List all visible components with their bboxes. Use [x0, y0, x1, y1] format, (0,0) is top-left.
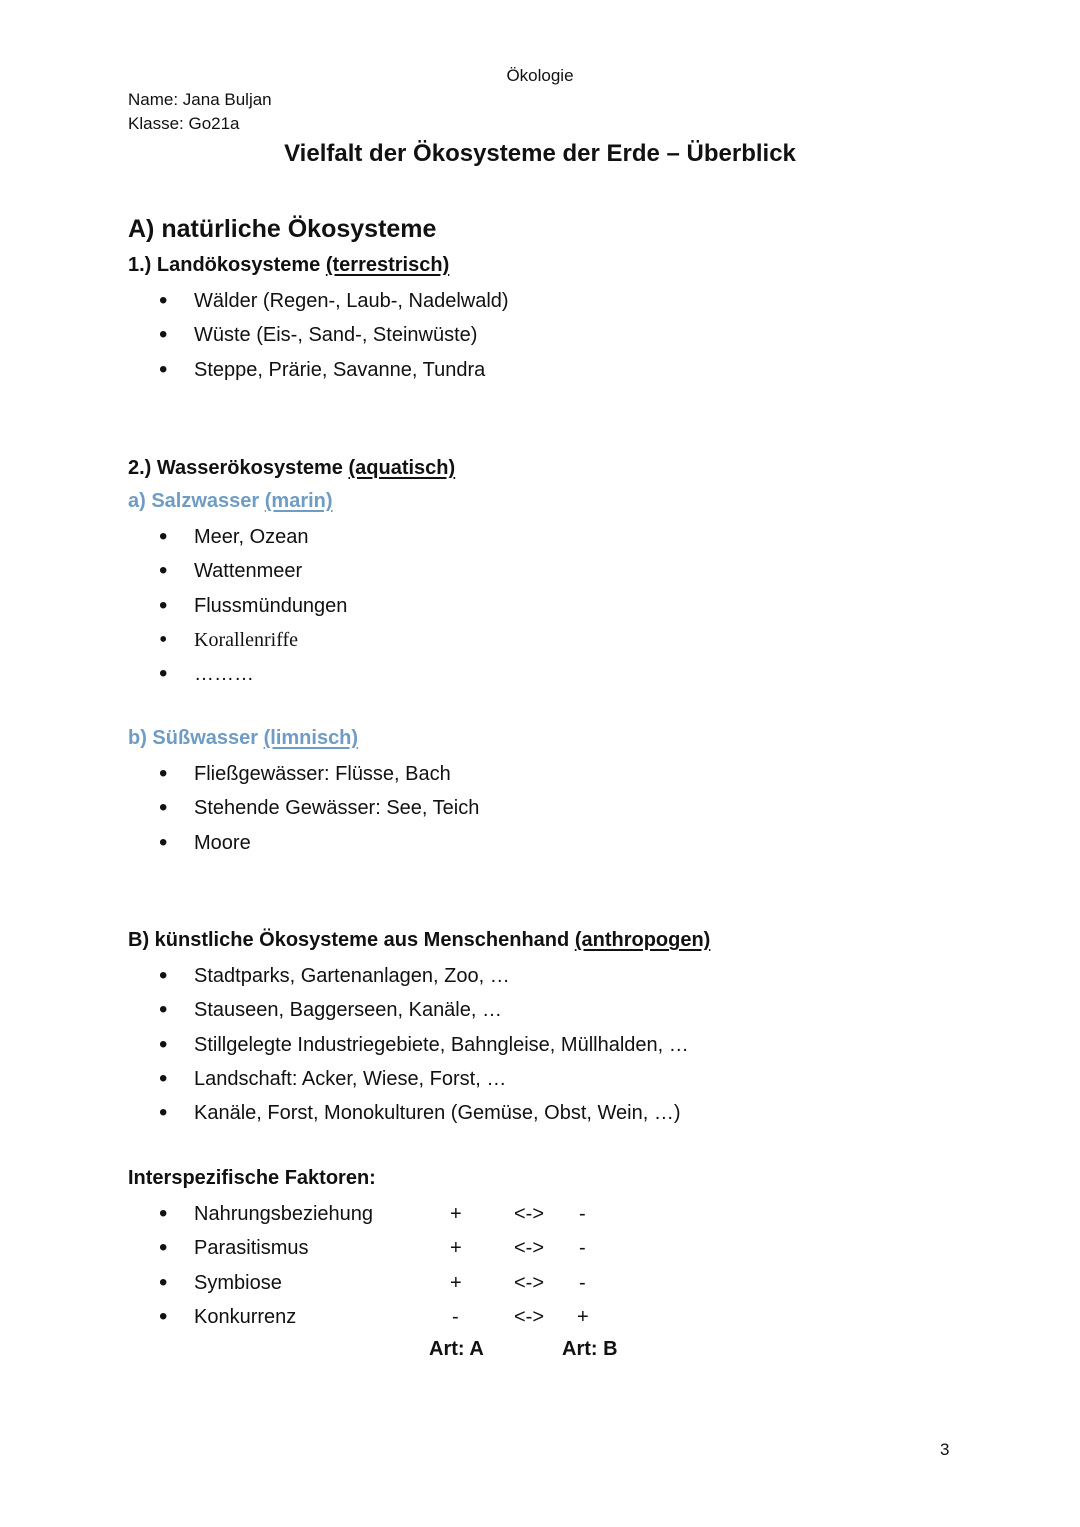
list-item: • Wüste (Eis-, Sand-, Steinwüste) — [128, 318, 509, 352]
list-item: • Meer, Ozean — [128, 520, 347, 554]
list-item: • Stauseen, Baggerseen, Kanäle, … — [128, 993, 689, 1027]
factor-arrow: <-> — [514, 1305, 545, 1328]
land-heading-text: 1.) Landökosysteme — [128, 254, 321, 276]
factor-label: Parasitismus — [194, 1237, 309, 1260]
land-list — [128, 284, 509, 387]
saltwater-term: (marin) — [264, 490, 333, 512]
page-title: Vielfalt der Ökosysteme der Erde – Überblick — [284, 140, 796, 167]
factor-sign-b: - — [579, 1237, 586, 1260]
artificial-list — [128, 959, 689, 1130]
land-heading — [128, 254, 449, 277]
list-item: • Stadtparks, Gartenanlagen, Zoo, … — [128, 959, 689, 993]
factor-row — [128, 1266, 688, 1300]
page-header: Ökologie — [506, 66, 574, 85]
water-heading-text: 2.) Wasserökosysteme — [128, 457, 343, 479]
freshwater-heading-text: b) Süßwasser — [128, 727, 259, 749]
land-term: (terrestrisch) — [325, 254, 450, 276]
factor-row — [128, 1231, 688, 1265]
freshwater-term: (limnisch) — [263, 727, 359, 749]
factor-arrow: <-> — [514, 1237, 545, 1260]
list-item: • ……… — [128, 657, 347, 691]
list-item: • Moore — [128, 826, 479, 860]
factor-sign-b: - — [579, 1271, 586, 1294]
factor-row — [128, 1300, 688, 1334]
section-b-term: (anthropogen) — [574, 929, 711, 951]
freshwater-heading — [128, 727, 358, 750]
section-b-heading — [128, 929, 710, 952]
section-b-heading-text: B) künstliche Ökosysteme aus Menschenhand — [128, 929, 570, 951]
list-item: • Fließgewässer: Flüsse, Bach — [128, 757, 479, 791]
list-item: • Landschaft: Acker, Wiese, Forst, … — [128, 1062, 689, 1096]
factor-label: Konkurrenz — [194, 1305, 297, 1328]
art-a-label: Art: A — [429, 1338, 484, 1360]
factor-sign-b: + — [577, 1305, 589, 1328]
saltwater-heading-text: a) Salzwasser — [128, 490, 260, 512]
list-item: • Kanäle, Forst, Monokulturen (Gemüse, Obst, Wein, …) — [128, 1096, 689, 1130]
factor-sign-b: - — [579, 1203, 586, 1225]
factor-row — [128, 1197, 688, 1231]
list-item: • Wälder (Regen-, Laub-, Nadelwald) — [128, 284, 509, 318]
list-item: • Steppe, Prärie, Savanne, Tundra — [128, 353, 509, 387]
student-name: Name: Jana Buljan — [128, 90, 272, 109]
list-item: • Stehende Gewässer: See, Teich — [128, 791, 479, 825]
list-item: • Korallenriffe — [128, 623, 347, 657]
list-item: • Stillgelegte Industriegebiete, Bahngleise, Müllhalden, … — [128, 1028, 689, 1062]
factor-label: Nahrungsbeziehung — [194, 1203, 374, 1225]
factor-sign-a: - — [452, 1305, 459, 1328]
water-heading — [128, 457, 455, 480]
factors-heading: Interspezifische Faktoren: — [128, 1167, 376, 1189]
list-item: • Flussmündungen — [128, 589, 347, 623]
saltwater-list — [128, 520, 347, 691]
factor-label: Symbiose — [194, 1271, 282, 1294]
factor-sign-a: + — [450, 1271, 462, 1294]
page-number: 3 — [940, 1440, 950, 1459]
factors-list — [128, 1197, 688, 1334]
student-class: Klasse: Go21a — [128, 114, 240, 133]
saltwater-heading — [128, 490, 333, 513]
art-b-label: Art: B — [562, 1338, 618, 1360]
factor-sign-a: + — [450, 1203, 462, 1225]
list-item: • Wattenmeer — [128, 554, 347, 588]
factor-sign-a: + — [450, 1237, 462, 1260]
freshwater-list — [128, 757, 479, 860]
section-a-heading: A) natürliche Ökosysteme — [128, 215, 437, 243]
factor-arrow: <-> — [514, 1203, 545, 1225]
water-term: (aquatisch) — [348, 457, 456, 479]
factor-arrow: <-> — [514, 1271, 545, 1294]
